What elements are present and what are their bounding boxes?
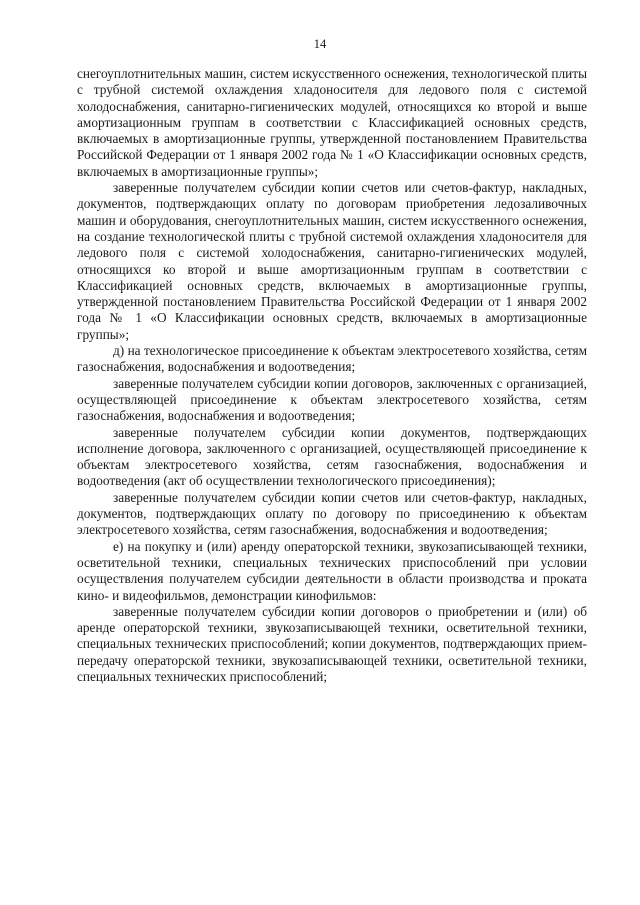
paragraph: заверенные получателем субсидии копии счетов или счетов-фактур, накладных, документов, подтверждающих оплату по договору по присоединению к объектам электросетевого хозяйства, сетям газоснабжения, водоснабжения и водоотведения; [77, 489, 587, 538]
paragraph: заверенные получателем субсидии копии документов, подтверждающих исполнение договора, заключенного с организацией, осуществляющей присоединение к объектам электросетевого хозяйства, сетям газоснабжения, водоснабжения и водоотведения (акт об осуществлении технологического присоединения); [77, 424, 587, 489]
paragraph-item-e: е) на покупку и (или) аренду операторской техники, звукозаписывающей техники, осветительной техники, специальных технических приспособлений при условии осуществления получателем субсидии деятельности в области производства и проката кино- и видеофильмов, демонстрации кинофильмов: [77, 538, 587, 603]
paragraph: заверенные получателем субсидии копии договоров, заключенных с организацией, осуществляющей присоединение к объектам электросетевого хозяйства, сетям газоснабжения, водоснабжения и водоотведения; [77, 375, 587, 424]
paragraph: заверенные получателем субсидии копии счетов или счетов-фактур, накладных, документов, подтверждающих оплату по договорам приобретения ледозаливочных машин и оборудования, снегоуплотнительных машин, систем искусственного оснежения, на создание технологической плиты с трубной системой охлаждения хладоносителя для ледового поля с системой холодоснабжения, санитарно-гигиенических модулей, относящихся ко второй и выше амортизационным группам в соответствии с Классификацией основных средств, включаемых в амортизационные группы, утвержденной постановлением Правительства Российской Федерации от 1 января 2002 года № 1 «О Классификации основных средств, включаемых в амортизационные группы»; [77, 180, 587, 342]
document-body [77, 66, 587, 685]
paragraph-item-d: д) на технологическое присоединение к объектам электросетевого хозяйства, сетям газоснабжения, водоснабжения и водоотведения; [77, 343, 587, 375]
paragraph-continuation: снегоуплотнительных машин, систем искусственного оснежения, технологической плиты с трубной системой охлаждения хладоносителя для ледового поля с системой холодоснабжения, санитарно-гигиенических модулей, относящихся ко второй и выше амортизационным группам в соответствии с Классификацией основных средств, включаемых в амортизационные группы, утвержденной постановлением Правительства Российской Федерации от 1 января 2002 года № 1 «О Классификации основных средств, включаемых в амортизационные группы»; [77, 66, 587, 179]
page-number: 14 [313, 37, 327, 51]
paragraph: заверенные получателем субсидии копии договоров о приобретении и (или) об аренде операторской техники, звукозаписывающей техники, осветительной техники, специальных технических приспособлений; копии документов, подтверждающих прием-передачу операторской техники, звукозаписывающей техники, осветительной техники, специальных технических приспособлений; [77, 603, 587, 684]
